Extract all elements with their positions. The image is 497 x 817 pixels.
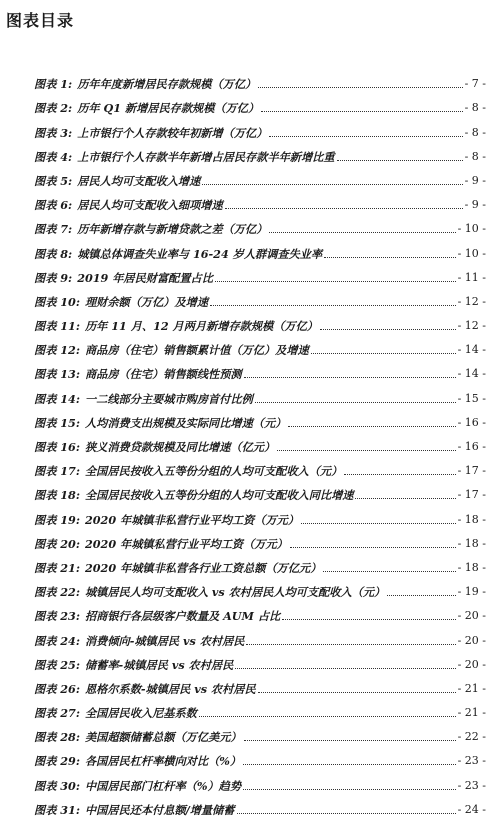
toc-entry-title: 城镇总体调查失业率与 16-24 岁人群调查失业率 xyxy=(77,246,323,261)
dot-leader xyxy=(288,426,455,427)
dot-leader xyxy=(244,377,456,378)
toc-entry-page: - 9 - xyxy=(464,198,486,212)
toc-entry-page: - 10 - xyxy=(457,246,486,260)
toc-entry-page: - 17 - xyxy=(457,488,486,502)
toc-entry[interactable] xyxy=(34,333,486,357)
toc-entry-label: 图表 16: xyxy=(34,440,80,454)
toc-entry-label: 图表 14: xyxy=(34,391,80,406)
toc-entry[interactable] xyxy=(34,623,486,647)
toc-entry[interactable] xyxy=(34,140,486,164)
toc-entry-page: - 12 - xyxy=(457,294,486,308)
toc-entry-page: - 24 - xyxy=(457,802,486,816)
toc-entry-label: 图表 27: xyxy=(34,706,80,721)
dot-leader xyxy=(246,644,455,645)
toc-entry-title: 历年 11 月、12 月两月新增存款规模（万亿） xyxy=(84,319,318,334)
toc-entry[interactable] xyxy=(34,212,486,236)
toc-entry-title: 历年 Q1 新增居民存款规模（万亿） xyxy=(77,101,260,116)
dot-leader xyxy=(202,184,462,185)
dot-leader xyxy=(235,668,455,669)
toc-entry-title: 2020 年城镇私营行业平均工资（万元） xyxy=(84,536,288,551)
toc-entry-title: 居民人均可支配收入细项增速 xyxy=(77,198,223,213)
toc-entry-page: - 18 - xyxy=(457,512,486,526)
toc-entry[interactable] xyxy=(34,599,486,623)
dot-leader xyxy=(301,523,456,524)
toc-entry-page: - 20 - xyxy=(457,609,486,623)
toc-entry-label: 图表 20: xyxy=(34,536,80,551)
toc-entry[interactable] xyxy=(34,91,486,115)
toc-entry-title: 消费倾向-城镇居民 vs 农村居民 xyxy=(84,633,245,648)
toc-entry-title: 上市银行个人存款半年新增占居民存款半年新增比重 xyxy=(77,149,335,164)
toc-entry-page: - 8 - xyxy=(464,101,486,115)
toc-entry-page: - 23 - xyxy=(457,778,486,792)
toc-entry-title: 理财余额（万亿）及增速 xyxy=(84,294,209,309)
dot-leader xyxy=(258,87,462,88)
page-title: 图表目录 xyxy=(6,11,75,30)
toc-entry-title: 狭义消费贷款规模及同比增速（亿元） xyxy=(84,440,276,454)
dot-leader xyxy=(243,764,456,765)
toc-entry-label: 图表 26: xyxy=(34,681,80,696)
toc-entry-page: - 11 - xyxy=(457,270,486,284)
toc-entry-page: - 18 - xyxy=(457,536,486,550)
toc-entry-title: 全国居民按收入五等份分组的人均可支配收入（元） xyxy=(84,464,343,479)
toc-entry-page: - 7 - xyxy=(464,77,486,91)
dot-leader xyxy=(261,111,462,112)
toc-entry[interactable] xyxy=(34,768,486,792)
toc-entry[interactable] xyxy=(34,744,486,768)
dot-leader xyxy=(244,740,456,741)
toc-entry-page: - 10 - xyxy=(457,222,486,236)
toc-entry[interactable] xyxy=(34,793,486,817)
toc-entry-page: - 18 - xyxy=(457,560,486,574)
toc-entry-title: 2020 年城镇非私营行业平均工资（万元） xyxy=(84,512,300,527)
toc-entry-title: 一二线部分主要城市购房首付比例 xyxy=(84,391,253,406)
dot-leader xyxy=(344,474,455,475)
dot-leader xyxy=(311,353,456,354)
toc-entry-label: 图表 21: xyxy=(34,560,80,575)
toc-entry-title: 上市银行个人存款较年初新增（万亿） xyxy=(77,125,268,140)
toc-entry-page: - 22 - xyxy=(457,730,486,744)
toc-entry-label: 图表 23: xyxy=(34,609,80,624)
toc-entry-label: 图表 13: xyxy=(34,367,80,382)
toc-entry-title: 历年年度新增居民存款规模（万亿） xyxy=(77,77,257,92)
toc-entry[interactable] xyxy=(34,648,486,672)
toc-entry-title: 历年新增存款与新增贷款之差（万亿） xyxy=(77,222,268,237)
toc-entry-page: - 17 - xyxy=(457,464,486,478)
dot-leader xyxy=(290,547,456,548)
toc-entry-title: 储蓄率-城镇居民 vs 农村居民 xyxy=(84,657,234,672)
toc-entry[interactable] xyxy=(34,381,486,405)
toc-entry[interactable] xyxy=(34,67,486,91)
toc-entry-title: 恩格尔系数-城镇居民 vs 农村居民 xyxy=(84,681,256,696)
toc-entry-label: 图表 5: xyxy=(34,173,73,188)
toc-entry-page: - 8 - xyxy=(464,149,486,163)
toc-entry-label: 图表 8: xyxy=(34,246,73,261)
toc-entry-page: - 21 - xyxy=(457,681,486,695)
toc-entry[interactable] xyxy=(34,406,486,430)
toc-entry[interactable] xyxy=(34,357,486,381)
dot-leader xyxy=(324,257,455,258)
toc-entry-label: 图表 24: xyxy=(34,633,80,648)
dot-leader xyxy=(282,619,455,620)
toc-entry-page: - 12 - xyxy=(457,319,486,333)
table-of-figures xyxy=(34,67,486,817)
toc-entry[interactable] xyxy=(34,285,486,309)
toc-entry-page: - 14 - xyxy=(457,343,486,357)
dot-leader xyxy=(225,208,463,209)
dot-leader xyxy=(355,498,455,499)
toc-entry-page: - 15 - xyxy=(457,391,486,405)
toc-entry-label: 图表 30: xyxy=(34,778,80,793)
toc-entry-title: 各国居民杠杆率横向对比（%） xyxy=(84,754,242,769)
toc-entry-title: 商品房（住宅）销售额累计值（万亿）及增速 xyxy=(84,343,309,358)
toc-entry-title: 全国居民按收入五等份分组的人均可支配收入同比增速 xyxy=(84,488,354,503)
toc-entry[interactable] xyxy=(34,502,486,526)
toc-entry-label: 图表 18: xyxy=(34,488,80,503)
toc-entry-page: - 23 - xyxy=(457,754,486,768)
toc-entry-page: - 16 - xyxy=(457,415,486,429)
toc-entry-title: 中国居民还本付息额/增量储蓄 xyxy=(84,802,235,817)
dot-leader xyxy=(269,136,462,137)
toc-entry-label: 图表 9: xyxy=(34,270,73,285)
toc-entry[interactable] xyxy=(34,188,486,212)
toc-entry-title: 美国超额储蓄总额（万亿美元） xyxy=(84,730,242,745)
toc-entry-title: 人均消费支出规模及实际同比增速（元） xyxy=(84,415,287,430)
toc-entry-label: 图表 7: xyxy=(34,222,73,237)
dot-leader xyxy=(255,402,456,403)
toc-entry-page: - 20 - xyxy=(457,657,486,671)
toc-entry-label: 图表 25: xyxy=(34,657,80,672)
dot-leader xyxy=(199,716,456,717)
toc-entry[interactable] xyxy=(34,696,486,720)
toc-entry-label: 图表 15: xyxy=(34,415,80,430)
dot-leader xyxy=(243,789,456,790)
toc-entry-title: 居民人均可支配收入增速 xyxy=(77,173,201,188)
dot-leader xyxy=(337,160,463,161)
dot-leader xyxy=(215,281,456,282)
toc-entry[interactable] xyxy=(34,115,486,139)
toc-entry[interactable] xyxy=(34,575,486,599)
toc-entry[interactable] xyxy=(34,551,486,575)
toc-entry-label: 图表 29: xyxy=(34,754,80,769)
toc-entry[interactable] xyxy=(34,164,486,188)
toc-entry-label: 图表 12: xyxy=(34,343,80,358)
toc-entry-label: 图表 4: xyxy=(34,149,73,164)
toc-entry-title: 2019 年居民财富配置占比 xyxy=(77,270,213,285)
toc-entry-page: - 16 - xyxy=(457,440,486,453)
toc-entry[interactable] xyxy=(34,478,486,502)
toc-entry-label: 图表 19: xyxy=(34,512,80,527)
toc-entry[interactable] xyxy=(34,261,486,285)
dot-leader xyxy=(269,232,455,233)
toc-entry[interactable] xyxy=(34,430,486,454)
toc-entry-label: 图表 28: xyxy=(34,730,80,745)
toc-entry-title: 2020 年城镇非私营各行业工资总额（万亿元） xyxy=(84,560,322,575)
toc-entry-title: 全国居民收入尼基系数 xyxy=(84,706,197,721)
toc-entry[interactable] xyxy=(34,527,486,551)
dot-leader xyxy=(323,571,455,572)
toc-entry-page: - 14 - xyxy=(457,367,486,381)
dot-leader xyxy=(258,692,456,693)
toc-entry-page: - 21 - xyxy=(457,706,486,720)
toc-entry[interactable] xyxy=(34,720,486,744)
dot-leader xyxy=(387,595,455,596)
toc-entry-label: 图表 10: xyxy=(34,294,80,309)
toc-entry-page: - 8 - xyxy=(464,125,486,139)
toc-entry[interactable] xyxy=(34,236,486,260)
toc-entry-title: 商品房（住宅）销售额线性预测 xyxy=(84,367,242,382)
toc-entry-page: - 20 - xyxy=(457,633,486,647)
toc-entry[interactable] xyxy=(34,672,486,696)
toc-entry-label: 图表 31: xyxy=(34,802,80,817)
toc-entry-label: 图表 11: xyxy=(34,319,80,334)
dot-leader xyxy=(277,450,455,451)
toc-entry-label: 图表 1: xyxy=(34,77,73,92)
toc-entry-label: 图表 6: xyxy=(34,198,73,213)
toc-entry-title: 城镇居民人均可支配收入 vs 农村居民人均可支配收入（元） xyxy=(84,585,386,600)
toc-entry[interactable] xyxy=(34,454,486,478)
toc-entry-label: 图表 17: xyxy=(34,464,80,479)
toc-entry-label: 图表 2: xyxy=(34,101,73,116)
toc-entry-page: - 19 - xyxy=(457,585,486,599)
toc-entry-page: - 9 - xyxy=(464,173,486,187)
toc-entry-title: 中国居民部门杠杆率（%）趋势 xyxy=(84,778,242,793)
toc-entry-label: 图表 3: xyxy=(34,125,73,140)
toc-entry-title: 招商银行各层级客户数量及 AUM 占比 xyxy=(84,609,281,624)
toc-entry[interactable] xyxy=(34,309,486,333)
dot-leader xyxy=(210,305,456,306)
dot-leader xyxy=(320,329,456,330)
toc-entry-label: 图表 22: xyxy=(34,585,80,600)
